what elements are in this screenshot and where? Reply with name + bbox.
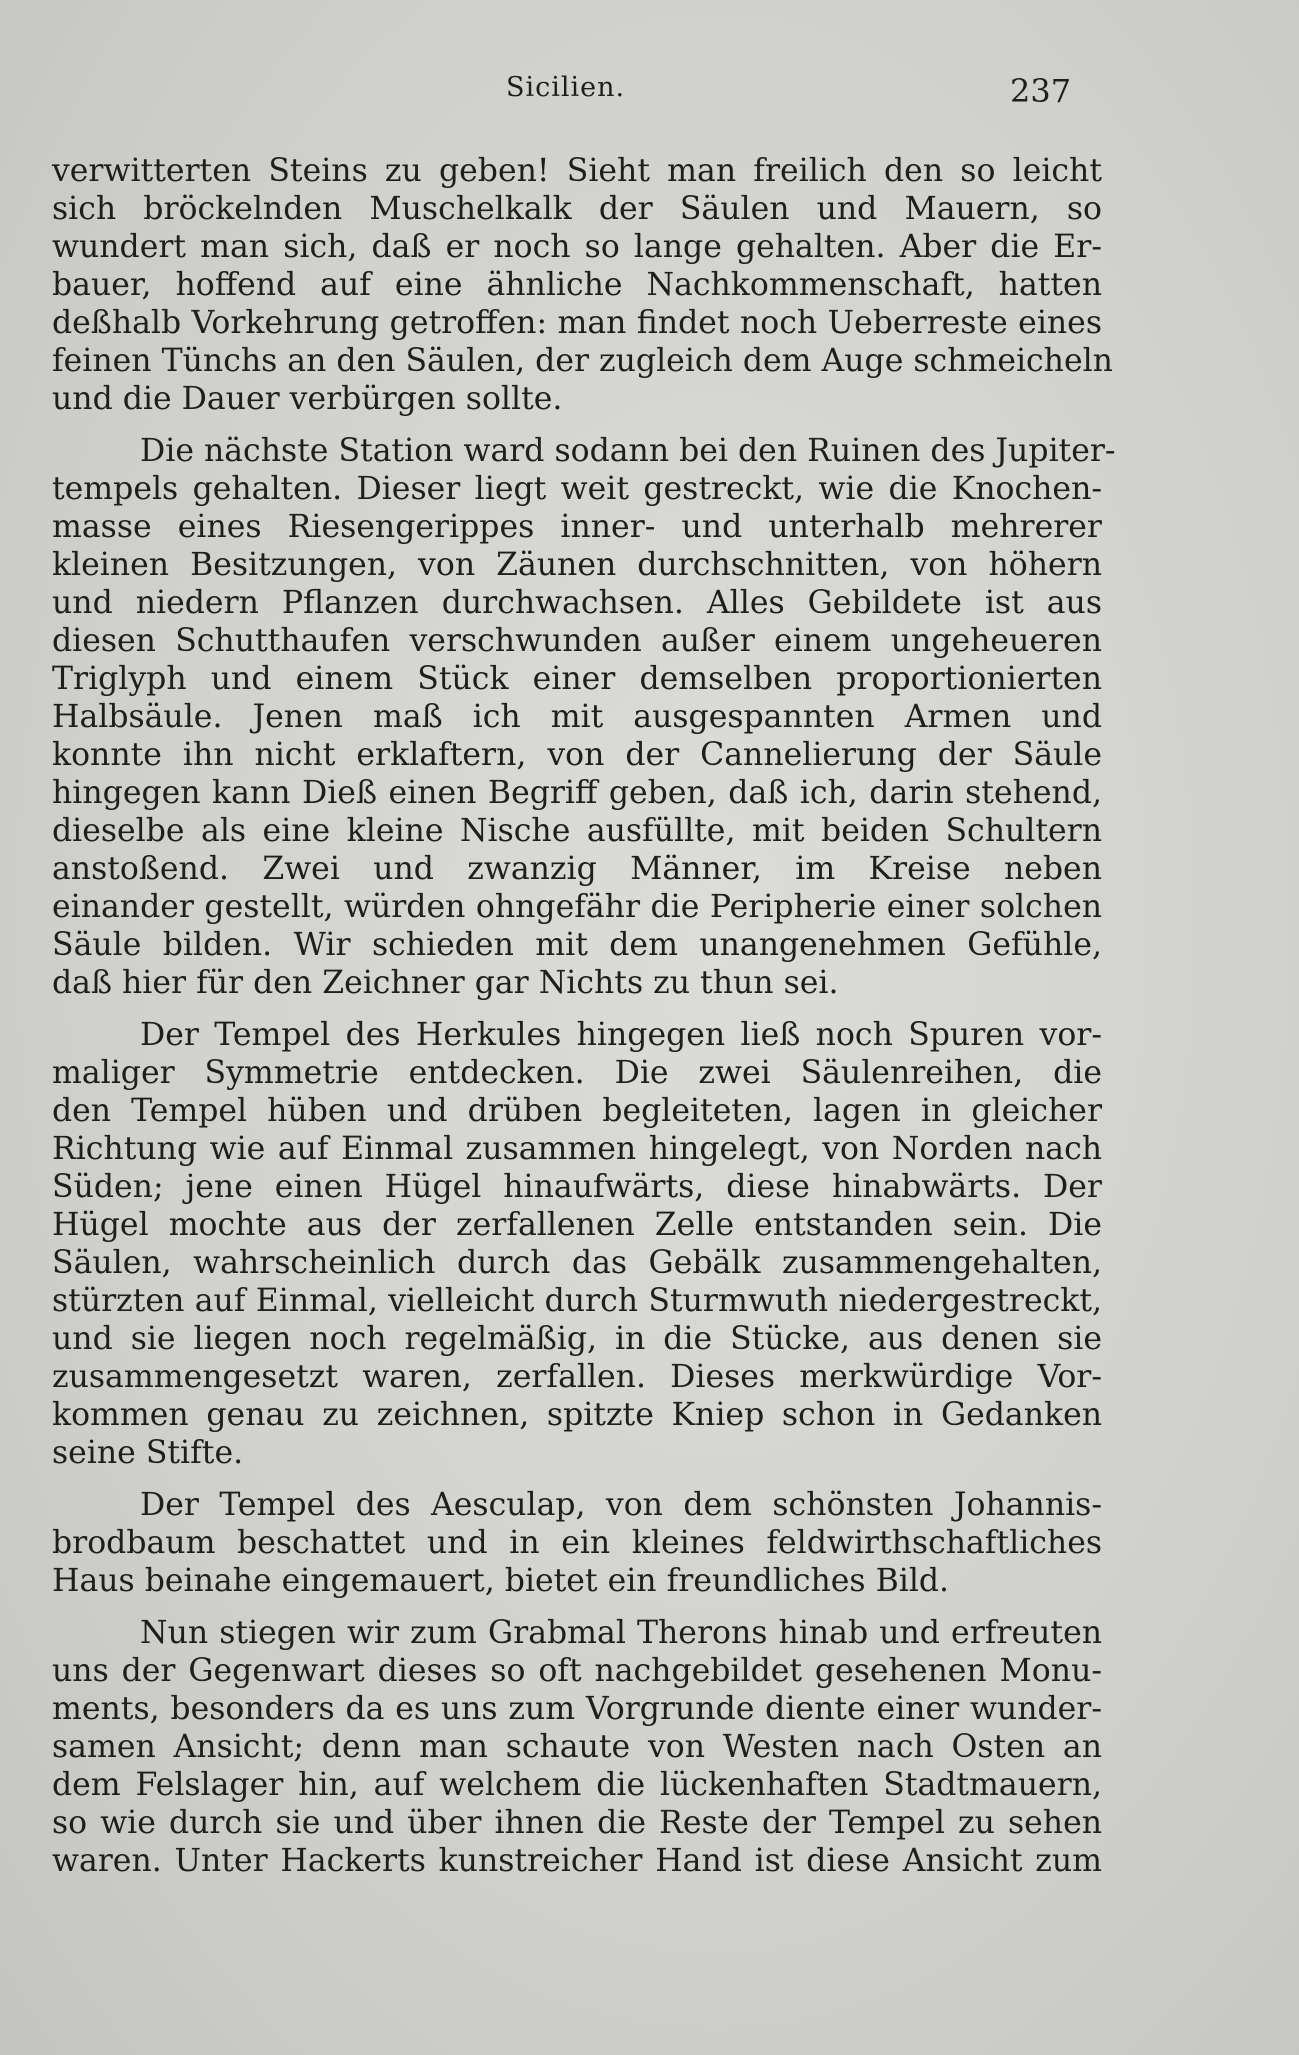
text-line: wundert man sich, daß er noch so lange gehalten. Aber die Er- — [52, 229, 1102, 265]
text-line: kleinen Besitzungen, von Zäunen durchschnitten, von höhern — [52, 547, 1102, 583]
paragraph — [52, 432, 1116, 1002]
text-line: und niedern Pflanzen durchwachsen. Alles Gebildete ist aus — [52, 585, 1102, 621]
text-line: anstoßend. Zwei und zwanzig Männer, im Kreise neben — [52, 851, 1102, 887]
text-line: und die Dauer verbürgen sollte. — [52, 381, 563, 417]
text-line: sich bröckelnden Muschelkalk der Säulen und Mauern, so — [52, 191, 1102, 227]
text-line: Der Tempel des Herkules hingegen ließ noch Spuren vor- — [140, 1017, 1102, 1053]
text-line: Haus beinahe eingemauert, bietet ein freundliches Bild. — [52, 1563, 950, 1599]
text-line: und sie liegen noch regelmäßig, in die Stücke, aus denen sie — [52, 1321, 1102, 1357]
text-line: hingegen kann Dieß einen Begriff geben, daß ich, darin stehend, — [52, 775, 1102, 811]
text-line: einander gestellt, würden ohngefähr die Peripherie einer solchen — [52, 889, 1102, 925]
text-line: Halbsäule. Jenen maß ich mit ausgespannten Armen und — [52, 699, 1102, 735]
paragraph — [52, 1486, 1102, 1600]
text-line: zusammengesetzt waren, zerfallen. Dieses merkwürdige Vor- — [52, 1359, 1102, 1395]
running-title: Sicilien. — [506, 72, 626, 103]
text-line: Säulen, wahrscheinlich durch das Gebälk zusammengehalten, — [52, 1245, 1102, 1281]
text-line: brodbaum beschattet und in ein kleines feldwirthschaftliches — [52, 1525, 1102, 1561]
text-line: tempels gehalten. Dieser liegt weit gestreckt, wie die Knochen- — [52, 471, 1102, 507]
text-line: Hügel mochte aus der zerfallenen Zelle entstanden sein. Die — [52, 1207, 1102, 1243]
text-line: Triglyph und einem Stück einer demselben proportionierten — [52, 661, 1102, 697]
paragraph — [52, 1016, 1102, 1472]
text-line: samen Ansicht; denn man schaute von Westen nach Osten an — [52, 1729, 1102, 1765]
text-line: verwitterten Steins zu geben! Sieht man freilich den so leicht — [52, 153, 1102, 189]
paragraph — [52, 152, 1113, 418]
text-line: Süden; jene einen Hügel hinaufwärts, diese hinabwärts. Der — [52, 1169, 1102, 1205]
text-line: seine Stifte. — [52, 1435, 244, 1471]
text-line: Säule bilden. Wir schieden mit dem unangenehmen Gefühle, — [52, 927, 1102, 963]
text-line: maliger Symmetrie entdecken. Die zwei Säulenreihen, die — [52, 1055, 1102, 1091]
text-line: stürzten auf Einmal, vielleicht durch Sturmwuth niedergestreckt, — [52, 1283, 1102, 1319]
text-line: so wie durch sie und über ihnen die Reste der Tempel zu sehen — [52, 1805, 1102, 1841]
text-line: Richtung wie auf Einmal zusammen hingelegt, von Norden nach — [52, 1131, 1102, 1167]
text-line: Die nächste Station ward sodann bei den Ruinen des Jupiter- — [140, 433, 1116, 469]
text-line: masse eines Riesengerippes inner- und unterhalb mehrerer — [52, 509, 1102, 545]
text-line: diesen Schutthaufen verschwunden außer einem ungeheueren — [52, 623, 1102, 659]
text-line: waren. Unter Hackerts kunstreicher Hand ist diese Ansicht zum — [52, 1843, 1102, 1879]
text-line: dem Felslager hin, auf welchem die lückenhaften Stadtmauern, — [52, 1767, 1102, 1803]
text-line: uns der Gegenwart dieses so oft nachgebildet gesehenen Monu- — [52, 1653, 1102, 1689]
text-line: bauer, hoffend auf eine ähnliche Nachkommenschaft, hatten — [52, 267, 1102, 303]
paragraph — [52, 1614, 1102, 1880]
text-line: Der Tempel des Aesculap, von dem schönsten Johannis- — [140, 1487, 1102, 1523]
page-header — [0, 72, 1299, 112]
text-line: ments, besonders da es uns zum Vorgrunde diente einer wunder- — [52, 1691, 1102, 1727]
text-line: daß hier für den Zeichner gar Nichts zu thun sei. — [52, 965, 839, 1001]
page-number: 237 — [1010, 72, 1072, 110]
body-text — [52, 152, 1116, 1894]
text-line: konnte ihn nicht erklaftern, von der Cannelierung der Säule — [52, 737, 1102, 773]
text-line: deßhalb Vorkehrung getroffen: man findet noch Ueberreste eines — [52, 305, 1102, 341]
text-line: kommen genau zu zeichnen, spitzte Kniep schon in Gedanken — [52, 1397, 1102, 1433]
text-line: dieselbe als eine kleine Nische ausfüllte, mit beiden Schultern — [52, 813, 1102, 849]
text-line: den Tempel hüben und drüben begleiteten, lagen in gleicher — [52, 1093, 1102, 1129]
text-line: feinen Tünchs an den Säulen, der zugleich dem Auge schmeicheln — [52, 343, 1113, 379]
text-line: Nun stiegen wir zum Grabmal Therons hinab und erfreuten — [140, 1615, 1102, 1651]
